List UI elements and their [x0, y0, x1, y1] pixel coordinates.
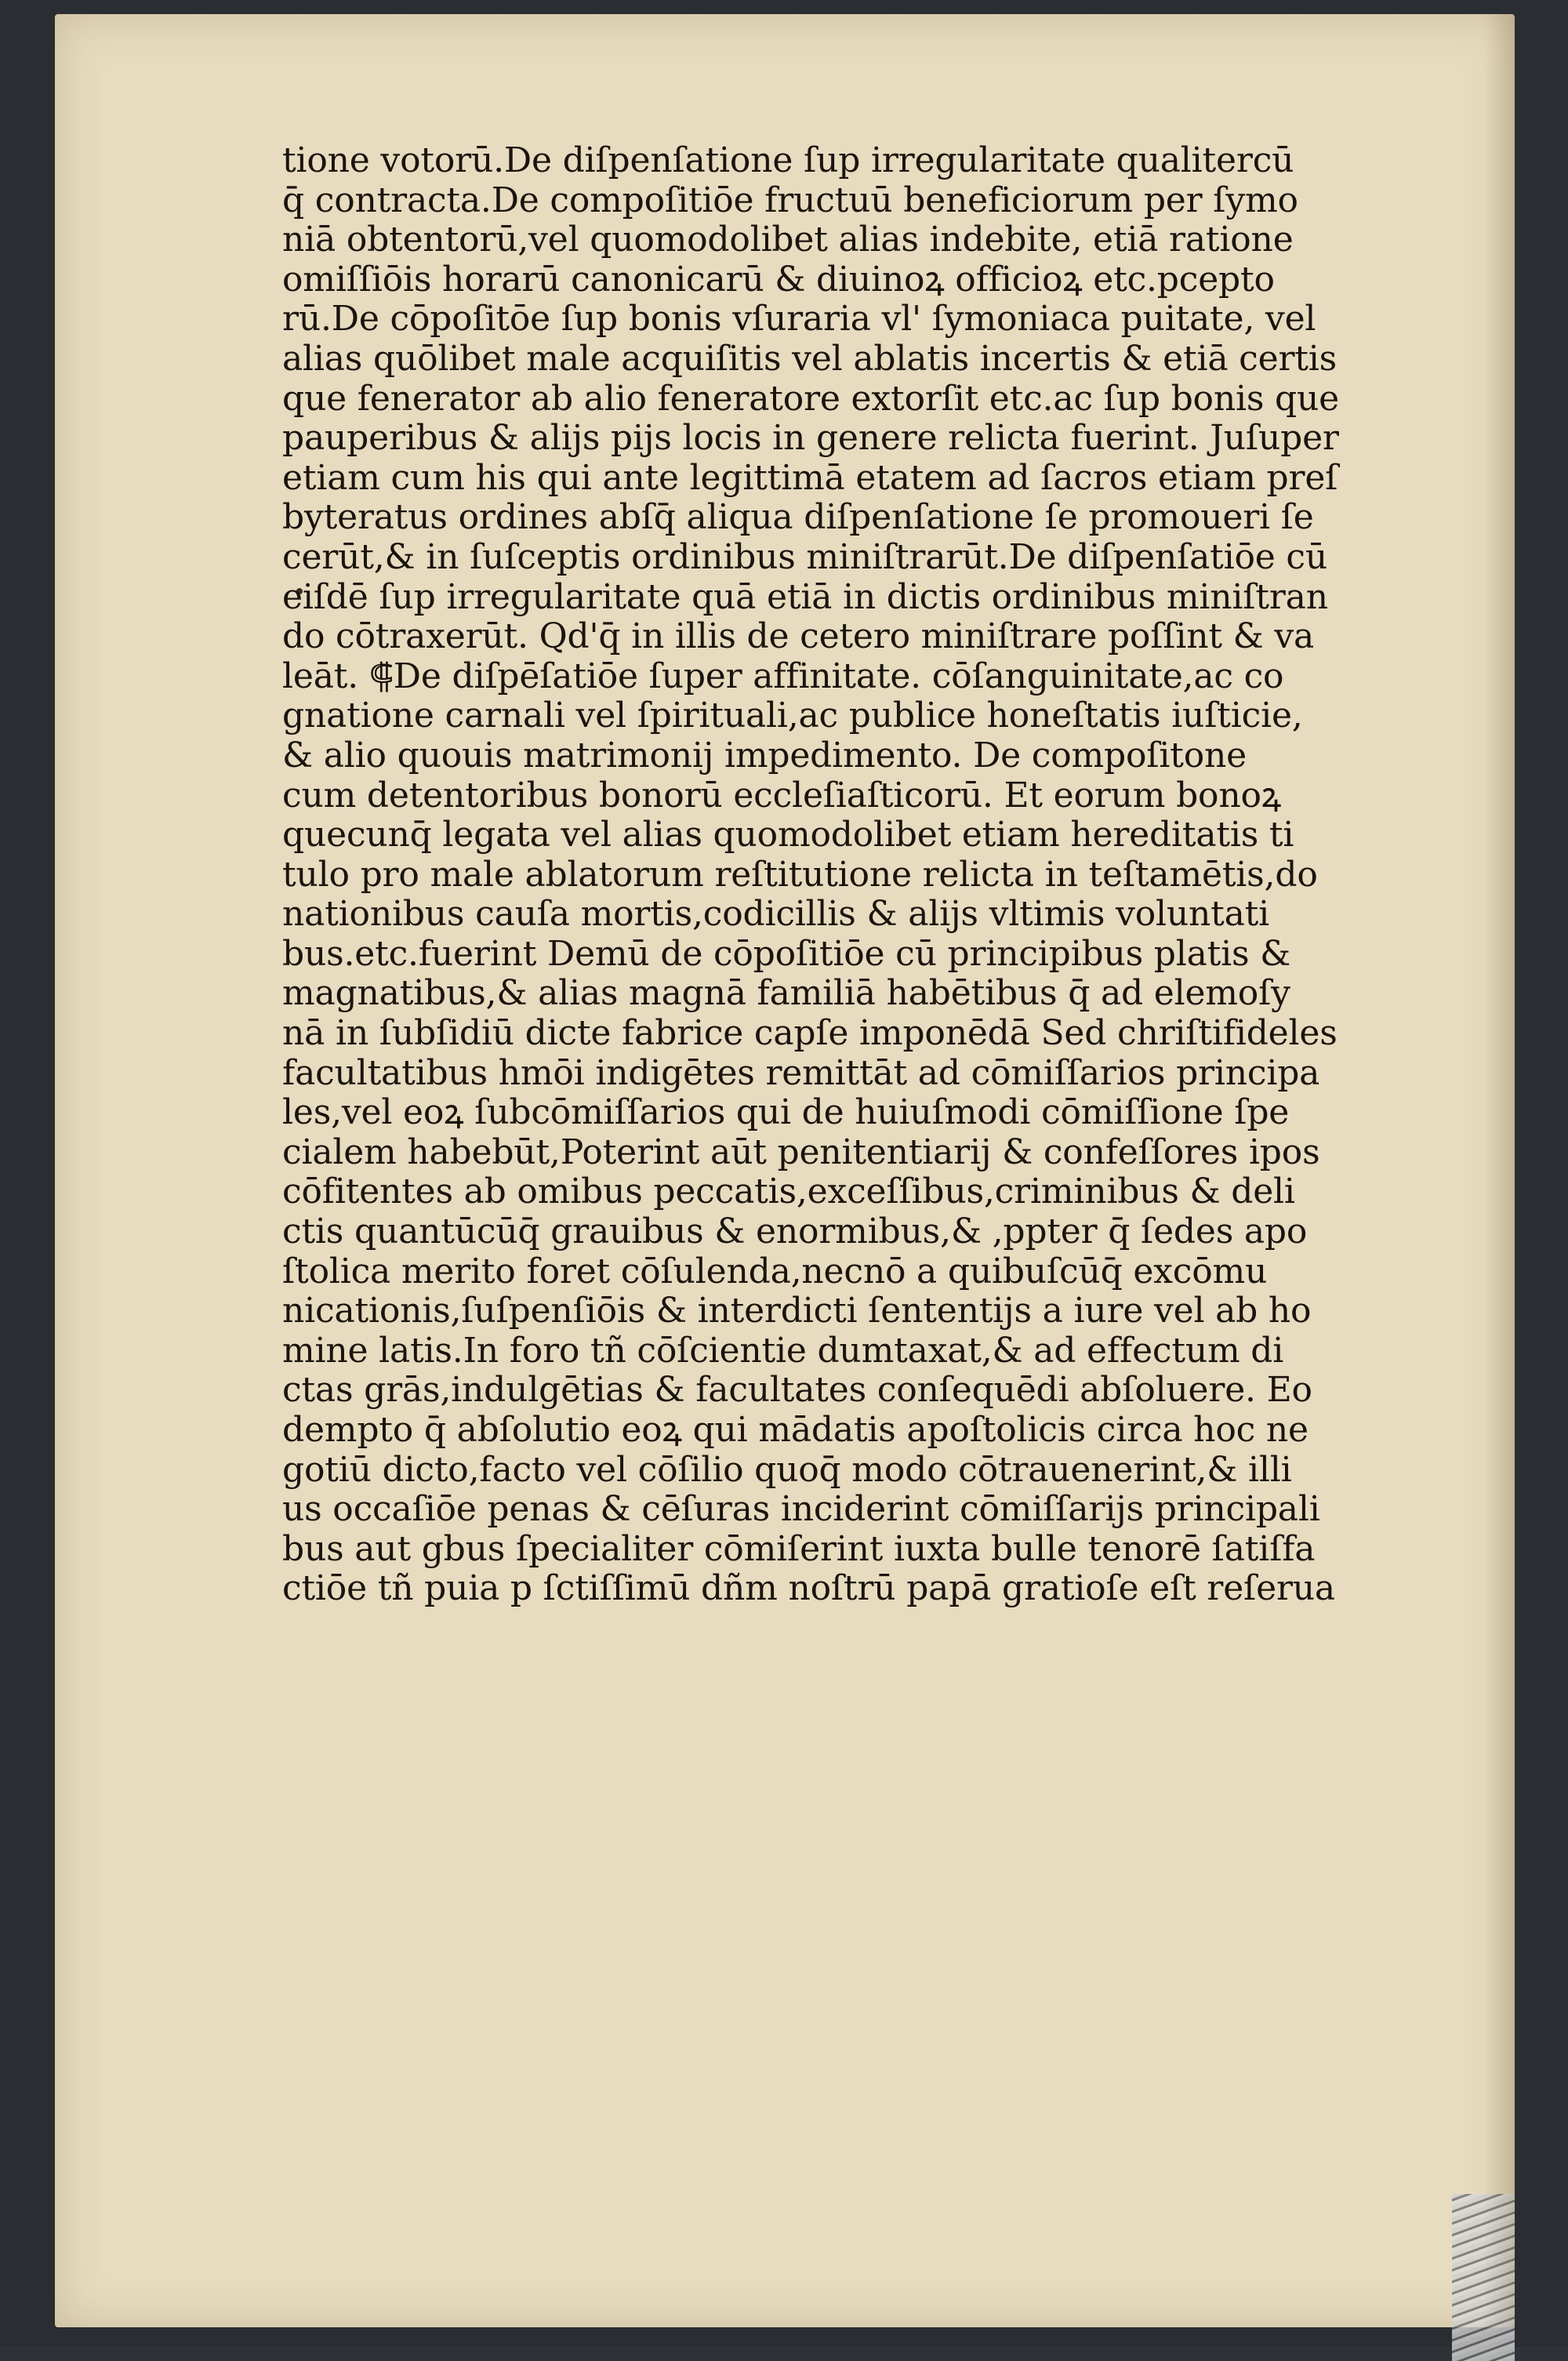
- text-line: rū.De cōpoſitōe ſup bonis vſuraria vl' ſymoniaca puitate, vel: [282, 300, 1316, 340]
- text-line: cum detentoribus bonorū eccleſiaſticorū. Et eorum bonoꝝ: [282, 775, 1281, 815]
- text-line: alias quōlibet male acquiſitis vel ablatis incertis & etiā certis: [282, 339, 1338, 379]
- text-line: que fenerator ab alio feneratore extorſit etc.ac ſup bonis que: [282, 379, 1339, 419]
- text-line: etiam cum his qui ante legittimā etatem ad ſacros etiam preſ: [282, 458, 1338, 498]
- text-line: ctiōe tñ puia p ſctiſſimū dñm noſtrū papā gratioſe eſt reſerua: [282, 1569, 1335, 1609]
- text-line: magnatibus,& alias magnā familiā habētibus q̄ ad elemoſy: [282, 974, 1290, 1014]
- text-line: nationibus cauſa mortis,codicillis & alijs vltimis voluntati: [282, 895, 1269, 935]
- text-line: nā in ſubſidiū dicte fabrice capſe imponēdā Sed chriſtifideles: [282, 1014, 1338, 1054]
- text-line: quecunq̄ legata vel alias quomodolibet etiam hereditatis ti: [282, 815, 1294, 855]
- text-line: bus.etc.fuerint Demū de cōpoſitiōe cū principibus platis &: [282, 934, 1291, 974]
- text-line: leāt. ⸿De diſpēſatiōe ſuper affinitate. cōſanguinitate,ac co: [282, 656, 1284, 696]
- text-line: omiſſiōis horarū canonicarū & diuinoꝝ officioꝝ etc.pcepto: [282, 260, 1275, 300]
- text-line: eiſdē ſup irregularitate quā etiā in dictis ordinibus miniſtran: [282, 577, 1328, 617]
- text-line: cerūt,& in ſuſceptis ordinibus miniſtrarūt.De diſpenſatiōe cū: [282, 537, 1328, 577]
- text-line: & alio quouis matrimonij impedimento. De compoſitone: [282, 736, 1247, 775]
- text-line: les,vel eoꝝ ſubcōmiſſarios qui de huiuſmodi cōmiſſione ſpe: [282, 1093, 1290, 1133]
- text-line: gnatione carnali vel ſpirituali,ac publice honeſtatis iuſticie,: [282, 696, 1303, 736]
- text-line: tulo pro male ablatorum reſtitutione relicta in teſtamētis,do: [282, 855, 1318, 895]
- text-line: us occaſiōe penas & cēſuras inciderint cōmiſſarijs principali: [282, 1490, 1320, 1530]
- text-line: ſtolica merito foret cōſulenda,necnō a quibuſcūq̄ excōmu: [282, 1251, 1268, 1291]
- text-line: ctis quantūcūq̄ grauibus & enormibus,& ,ppter q̄ ſedes apo: [282, 1212, 1308, 1252]
- text-line: mine latis.In foro tñ cōſcientie dumtaxat,& ad effectum di: [282, 1331, 1284, 1371]
- text-line: facultatibus hmōi indigētes remittāt ad cōmiſſarios principa: [282, 1053, 1320, 1093]
- page-edge-damage: [1452, 2194, 1515, 2361]
- text-block: [282, 141, 1490, 1609]
- text-line: cōfitentes ab omibus peccatis,exceſſibus,criminibus & deli: [282, 1172, 1295, 1212]
- text-line: tione votorū.De diſpenſatione ſup irregularitate qualitercū: [282, 141, 1294, 180]
- text-line: nicationis,ſuſpenſiōis & interdicti ſententijs a iure vel ab ho: [282, 1291, 1312, 1331]
- text-line: dempto q̄ abſolutio eoꝝ qui mādatis apoſtolicis circa hoc ne: [282, 1411, 1308, 1450]
- text-line: cialem habebūt,Poterint aūt penitentiarij & confeſſores ipos: [282, 1132, 1320, 1172]
- text-line: gotiū dicto,facto vel cōſilio quoq̄ modo cōtrauenerint,& illi: [282, 1450, 1292, 1490]
- text-line: ctas grās,indulgētias & facultates conſequēdi abſoluere. Eo: [282, 1371, 1312, 1411]
- text-line: bus aut gbus ſpecialiter cōmiſerint iuxta bulle tenorē ſatiſfa: [282, 1529, 1316, 1569]
- text-line: niā obtentorū,vel quomodolibet alias indebite, etiā ratione: [282, 220, 1294, 260]
- text-line: q̄ contracta.De compoſitiōe fructuū beneficiorum per ſymo: [282, 180, 1298, 220]
- text-line: pauperibus & alijs pijs locis in genere relicta fuerint. Juſuper: [282, 419, 1339, 459]
- text-line: do cōtraxerūt. Qd'q̄ in illis de cetero miniſtrare poſſint & va: [282, 617, 1315, 657]
- text-line: byteratus ordines abſq̄ aliqua diſpenſatione ſe promoueri ſe: [282, 498, 1314, 538]
